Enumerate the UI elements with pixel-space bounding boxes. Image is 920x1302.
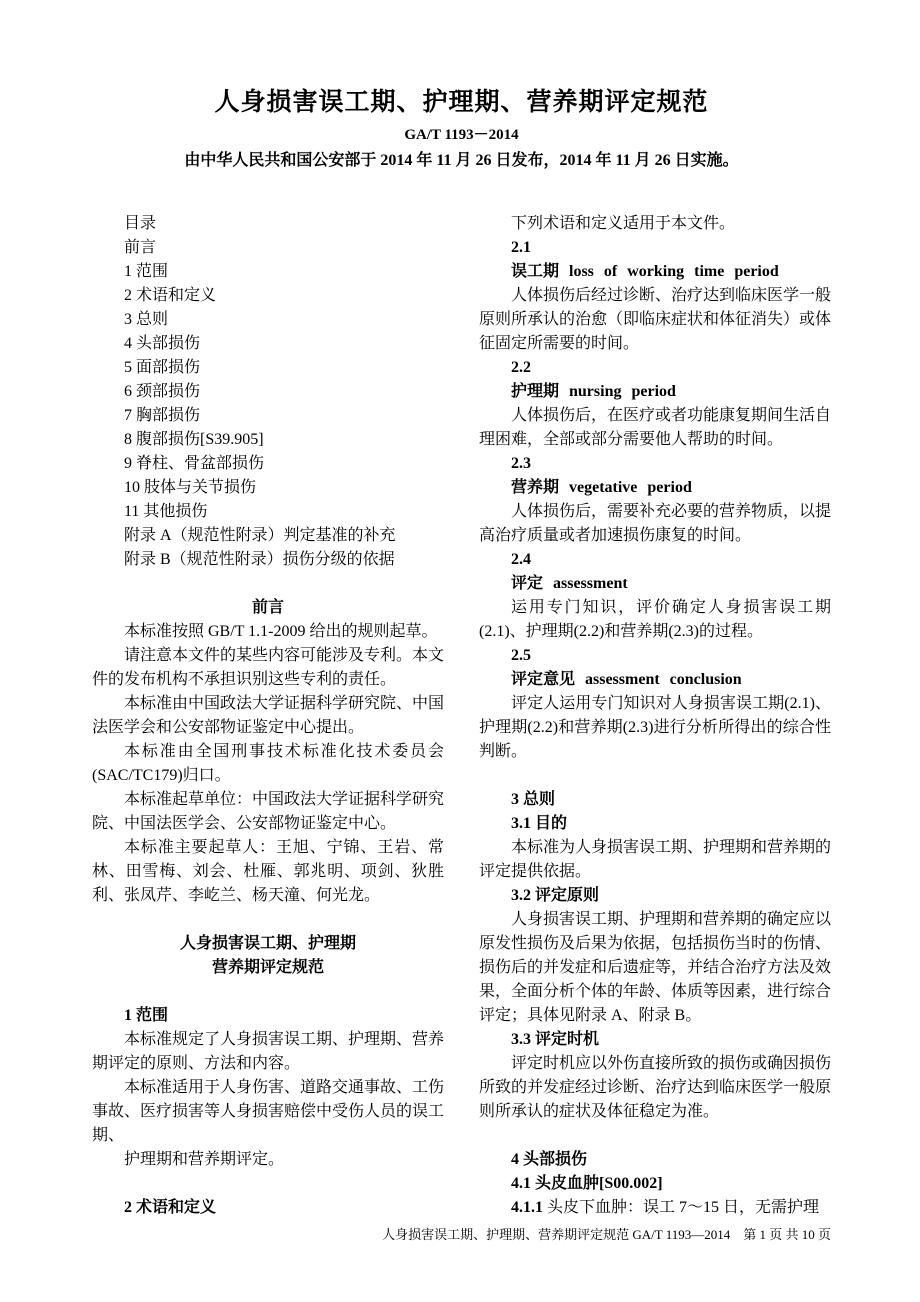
section-heading: 2.4 (511, 551, 531, 568)
paragraph: 本标准主要起草人：王旭、宁锦、王岩、常林、田雪梅、刘会、杜雁、郭兆明、项剑、狄胜利、张凤芹、李屹兰、杨天潼、何光龙。 (92, 839, 444, 904)
section-heading: 2 术语和定义 (124, 1199, 217, 1216)
term-definition-heading: 营养期 vegetative period (511, 479, 692, 496)
centered-heading: 营养期评定规范 (211, 959, 324, 976)
numbered-paragraph: 4.1.1 头皮下血肿：误工 7～15 日，无需护理 (511, 1199, 820, 1216)
section-heading: 4.1 头皮血肿[S00.002] (511, 1175, 663, 1192)
term-definition-heading: 误工期 loss of working time period (511, 263, 779, 280)
left-column (92, 212, 444, 1220)
paragraph: 本标准为人身损害误工期、护理期和营养期的评定提供依据。 (479, 839, 832, 880)
paragraph: 下列术语和定义适用于本文件。 (511, 215, 736, 232)
right-column (479, 212, 831, 1220)
toc-line: 11 其他损伤 (124, 503, 208, 520)
spacer (92, 572, 444, 596)
spacer (479, 1124, 831, 1148)
paragraph: 评定人运用专门知识对人身损害误工期(2.1)、护理期(2.2)和营养期(2.3)进行分析所得出的综合性判断。 (479, 695, 831, 760)
section-heading: 3.2 评定原则 (511, 887, 600, 904)
toc-line: 目录 (124, 215, 157, 232)
section-heading: 2.5 (511, 647, 531, 664)
toc-line: 1 范围 (124, 263, 169, 280)
term-definition-heading: 护理期 nursing period (511, 383, 676, 400)
paragraph: 评定时机应以外伤直接所致的损伤或确因损伤所致的并发症经过诊断、治疗达到临床医学一般原则所承认的症状及体征稳定为准。 (479, 1055, 832, 1120)
paragraph: 请注意本文件的某些内容可能涉及专利。本文件的发布机构不承担识别这些专利的责任。 (92, 647, 445, 688)
paragraph: 本标准按照 GB/T 1.1-2009 给出的规则起草。 (124, 623, 438, 640)
toc-line: 前言 (124, 239, 157, 256)
paragraph: 人体损伤后经过诊断、治疗达到临床医学一般原则所承认的治愈（即临床症状和体征消失）或体征固定所需要的时间。 (479, 287, 832, 352)
toc-line: 6 颈部损伤 (124, 383, 201, 400)
paragraph: 人身损害误工期、护理期和营养期的确定应以原发性损伤及后果为依据，包括损伤当时的伤情、损伤后的并发症和后遗症等，并结合治疗方法及效果，全面分析个体的年龄、体质等因素，进行综合评定；具体见附录 A、附录 B。 (479, 911, 832, 1024)
centered-heading: 人身损害误工期、护理期 (179, 935, 356, 952)
section-heading: 2.1 (511, 239, 531, 256)
spacer (92, 980, 444, 1004)
section-heading: 3.3 评定时机 (511, 1031, 600, 1048)
toc-line: 7 胸部损伤 (124, 407, 201, 424)
paragraph: 运用专门知识，评价确定人身损害误工期(2.1)、护理期(2.2)和营养期(2.3)的过程。 (479, 599, 831, 640)
paragraph: 本标准由全国刑事技术标准化技术委员会(SAC/TC179)归口。 (92, 743, 444, 784)
section-heading: 1 范围 (124, 1007, 169, 1024)
spacer (479, 764, 831, 788)
term-definition-heading: 评定 assessment (511, 575, 628, 592)
paragraph: 本标准规定了人身损害误工期、护理期、营养期评定的原则、方法和内容。 (92, 1031, 445, 1072)
toc-line: 4 头部损伤 (124, 335, 201, 352)
toc-line: 9 脊柱、骨盆部损伤 (124, 455, 265, 472)
paragraph: 本标准起草单位：中国政法大学证据科学研究院、中国法医学会、公安部物证鉴定中心。 (92, 791, 445, 832)
toc-line: 2 术语和定义 (124, 287, 217, 304)
toc-line: 8 腹部损伤[S39.905] (124, 431, 264, 448)
issue-statement: 由中华人民共和国公安部于 2014 年 11 月 26 日发布，2014 年 11 月 26 日实施。 (184, 152, 739, 169)
section-heading: 4 头部损伤 (511, 1151, 588, 1168)
paragraph: 本标准适用于人身伤害、道路交通事故、工伤事故、医疗损害等人身损害赔偿中受伤人员的误工期、 (92, 1079, 445, 1144)
page-footer: 人身损害误工期、护理期、营养期评定规范 GA/T 1193—2014 第 1 页 共 10 页 (382, 1227, 831, 1242)
paragraph: 人体损伤后，在医疗或者功能康复期间生活自理困难，全部或部分需要他人帮助的时间。 (479, 407, 832, 448)
paragraph: 人体损伤后，需要补充必要的营养物质，以提高治疗质量或者加速损伤康复的时间。 (479, 503, 832, 544)
toc-line: 附录 A（规范性附录）判定基准的补充 (124, 527, 396, 544)
paragraph: 护理期和营养期评定。 (124, 1151, 285, 1168)
term-definition-heading: 评定意见 assessment conclusion (511, 671, 742, 688)
spacer (92, 908, 444, 932)
toc-line: 5 面部损伤 (124, 359, 201, 376)
spacer (92, 1172, 444, 1196)
section-heading: 2.2 (511, 359, 531, 376)
paragraph: 本标准由中国政法大学证据科学研究院、中国法医学会和公安部物证鉴定中心提出。 (92, 695, 445, 736)
document-title: 人身损害误工期、护理期、营养期评定规范 (214, 89, 709, 116)
two-column-body (92, 212, 831, 1220)
section-heading: 3 总则 (511, 791, 556, 808)
centered-heading: 前言 (251, 599, 284, 616)
standard-number: GA/T 1193－2014 (404, 127, 519, 143)
toc-line: 附录 B（规范性附录）损伤分级的依据 (124, 551, 395, 568)
toc-line: 10 肢体与关节损伤 (124, 479, 257, 496)
toc-line: 3 总则 (124, 311, 169, 328)
section-heading: 3.1 目的 (511, 815, 568, 832)
section-heading: 2.3 (511, 455, 531, 472)
clause-number: 4.1.1 (511, 1199, 543, 1216)
